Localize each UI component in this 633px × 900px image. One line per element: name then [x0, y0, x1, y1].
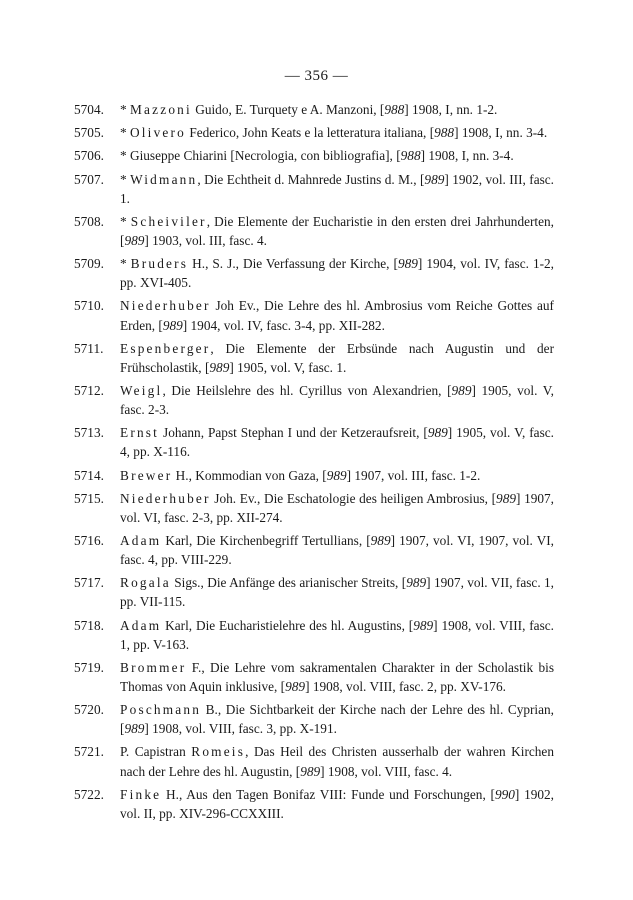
- entry-text: [120, 489, 554, 527]
- entry-tail: ] 1908, vol. VIII, fasc. 2, pp. XV-176.: [305, 678, 506, 694]
- entry-ref: 989: [397, 256, 418, 272]
- entry-author: Weigl: [120, 382, 163, 398]
- list-item: [74, 296, 554, 334]
- entry-author: Rogala: [120, 575, 171, 591]
- entry-ref: 989: [427, 425, 448, 441]
- entry-body: Karl, Die Kirchenbegriff Tertullians, [: [161, 533, 371, 548]
- entry-tail: ] 1905, vol. V, fasc. 1.: [229, 359, 347, 375]
- entry-ref: 989: [413, 617, 434, 633]
- list-item: [74, 100, 554, 119]
- entry-text: [120, 170, 554, 208]
- entry-ref: 989: [370, 533, 391, 548]
- entry-author: Bruders: [130, 256, 189, 272]
- list-item: [74, 423, 554, 461]
- entry-body: H., Kommodian von Gaza, [: [172, 467, 327, 483]
- entry-prefix: *: [120, 148, 130, 164]
- entry-ref: 988: [400, 148, 421, 164]
- entry-author: Poschmann: [120, 702, 202, 718]
- entry-author: Niederhuber: [120, 490, 211, 506]
- entry-number: 5722.: [74, 786, 104, 802]
- entry-number: 5714.: [74, 467, 104, 483]
- entry-author: Ernst: [120, 425, 160, 441]
- bibliography-entries: [74, 100, 555, 827]
- entry-number: 5712.: [74, 382, 104, 398]
- entry-tail: ] 1908, vol. VIII, fasc. 1, pp. V-163.: [120, 617, 554, 652]
- entry-author: Romeis: [191, 744, 246, 760]
- entry-body: , Die Echtheit d. Mahnrede Justins d. M., [: [197, 171, 425, 187]
- entry-tail: ] 1907, vol. VII, fasc. 1, pp. VII-115.: [120, 575, 555, 610]
- entry-prefix: *: [120, 256, 131, 272]
- entry-body: B., Die Sichtbarkeit der Kirche nach der Lehre des hl. Cyprian, [: [120, 702, 554, 737]
- entry-body: , Die Elemente der Erbsünde nach Augustin und der Frühscholastik, [: [120, 340, 554, 375]
- entry-number: 5719.: [74, 659, 104, 675]
- entry-tail: ] 1905, vol. V, fasc. 4, pp. X-116.: [120, 425, 554, 460]
- entry-text: [120, 339, 554, 377]
- entry-text: [120, 531, 554, 569]
- entry-ref: 989: [424, 171, 445, 187]
- entry-body: , Die Elemente der Eucharistie in den ersten drei Jahrhunderten, [: [120, 213, 554, 248]
- entry-text: [120, 423, 554, 461]
- entry-author: Niederhuber: [120, 298, 211, 314]
- entry-ref: 989: [285, 678, 306, 694]
- entry-ref: 989: [406, 575, 427, 591]
- entry-number: 5706.: [74, 148, 104, 164]
- entry-tail: ] 1908, vol. VIII, fasc. 4.: [320, 763, 453, 779]
- entry-number: 5718.: [74, 617, 104, 633]
- entry-number: 5717.: [74, 575, 104, 591]
- list-item: [74, 531, 555, 569]
- entry-author: Mazzoni: [129, 102, 192, 117]
- entry-tail: ] 1908, I, nn. 1-2.: [404, 102, 498, 117]
- entry-ref: 990: [494, 786, 515, 802]
- entry-author: Scheiviler: [130, 213, 207, 229]
- entry-tail: ] 1908, I, nn. 3-4.: [420, 148, 514, 164]
- entry-prefix: *: [120, 213, 131, 229]
- entry-tail: ] 1907, vol. III, fasc. 1-2.: [346, 467, 481, 483]
- entry-body: Guido, E. Turquety e A. Manzoni, [: [191, 102, 385, 117]
- entry-ref: 989: [451, 382, 472, 398]
- entry-tail: ] 1902, vol. II, pp. XIV-296-CCXXIII.: [120, 786, 554, 821]
- entry-number: 5708.: [74, 213, 104, 229]
- entry-number: 5713.: [74, 425, 104, 441]
- entry-number: 5720.: [74, 702, 104, 718]
- list-item: [74, 616, 554, 654]
- entry-number: 5709.: [74, 256, 104, 272]
- entry-tail: ] 1908, vol. VIII, fasc. 3, pp. X-191.: [144, 721, 337, 737]
- entry-author: Widmann: [130, 171, 198, 187]
- entry-body: Joh Ev., Die Lehre des hl. Ambrosius vom Reiche Gottes auf Erden, [: [120, 298, 554, 333]
- entry-text: [120, 658, 554, 696]
- list-item: [74, 212, 554, 250]
- entry-tail: ] 1908, I, nn. 3-4.: [454, 125, 548, 141]
- entry-author: Adam: [120, 617, 162, 633]
- list-item: [74, 170, 554, 208]
- entry-prefix: *: [120, 125, 130, 141]
- list-item: [74, 254, 554, 292]
- entry-tail: ] 1903, vol. III, fasc. 4.: [144, 232, 267, 248]
- entry-body: H., Aus den Tagen Bonifaz VIII: Funde und Forschungen, [: [161, 786, 495, 802]
- entry-text: [120, 785, 554, 823]
- entry-tail: ] 1905, vol. V, fasc. 2-3.: [120, 382, 554, 418]
- list-item: [74, 573, 555, 611]
- entry-ref: 989: [209, 359, 230, 375]
- entry-author: Olivero: [129, 125, 187, 141]
- entry-body: Johann, Papst Stephan I und der Ketzeraufsreit, [: [159, 425, 428, 441]
- entry-text: [120, 123, 554, 142]
- entry-ref: 989: [124, 232, 145, 248]
- entry-text: [120, 573, 554, 611]
- list-item: [74, 785, 554, 823]
- entry-body: Karl, Die Eucharistielehre des hl. Augustins, [: [161, 617, 414, 633]
- entry-tail: ] 1907, vol. VI, 1907, vol. VI, fasc. 4, pp. VIII-229.: [120, 533, 555, 568]
- entry-tail: ] 1904, vol. IV, fasc. 1-2, pp. XVI-405.: [120, 256, 554, 291]
- entry-number: 5704.: [74, 102, 104, 117]
- entry-body: F., Die Lehre vom sakramentalen Charakter in der Scholastik bis Thomas von Aquin inklusive, [: [120, 659, 554, 694]
- entry-author: Espenberger: [120, 340, 211, 356]
- entry-body: P. Capistran: [120, 744, 192, 760]
- entry-text: [120, 296, 554, 334]
- entry-ref: 989: [300, 763, 321, 779]
- entry-ref: 989: [124, 721, 145, 737]
- entry-text: [120, 254, 554, 292]
- entry-tail: ] 1907, vol. VI, fasc. 2-3, pp. XII-274.: [120, 490, 554, 525]
- entry-body: Giuseppe Chiarini [Necrologia, con bibliografia], [: [129, 148, 401, 164]
- entry-author: Brewer: [120, 467, 173, 483]
- entry-number: 5716.: [74, 533, 104, 548]
- entry-ref: 989: [326, 467, 347, 483]
- list-item: [74, 658, 554, 696]
- entry-text: [120, 616, 554, 654]
- entry-body: Sigs., Die Anfänge des arianischer Streits, [: [170, 575, 407, 591]
- entry-number: 5707.: [74, 171, 104, 187]
- entry-ref: 989: [496, 490, 516, 506]
- entry-text: [120, 466, 554, 485]
- entry-text: [120, 742, 554, 780]
- entry-number: 5711.: [74, 340, 104, 356]
- entry-body: H., S. J., Die Verfassung der Kirche, [: [188, 256, 398, 272]
- entry-body: , Die Heilslehre des hl. Cyrillus von Alexandrien, [: [162, 382, 452, 398]
- entry-prefix: *: [120, 171, 131, 187]
- entry-number: 5705.: [74, 125, 104, 141]
- entry-text: [120, 100, 554, 119]
- list-item: [74, 146, 554, 165]
- entry-text: [120, 212, 554, 250]
- entry-ref: 988: [434, 125, 455, 141]
- entry-number: 5715.: [74, 490, 104, 506]
- list-item: [74, 381, 554, 419]
- entry-body: Federico, John Keats e la letteratura italiana, [: [186, 125, 435, 141]
- entry-number: 5721.: [74, 744, 104, 760]
- entry-number: 5710.: [74, 298, 104, 314]
- list-item: [74, 489, 554, 527]
- entry-body: , Das Heil des Christen ausserhalb der wahren Kirchen nach der Lehre des hl. Augustin, [: [120, 744, 554, 779]
- entry-tail: ] 1904, vol. IV, fasc. 3-4, pp. XII-282.: [182, 317, 385, 333]
- entry-ref: 988: [384, 102, 405, 117]
- entry-text: [120, 700, 554, 738]
- entry-ref: 989: [162, 317, 183, 333]
- entry-tail: ] 1902, vol. III, fasc. 1.: [120, 171, 554, 206]
- list-item: [74, 339, 554, 377]
- page-number: — 356 —: [284, 68, 349, 84]
- list-item: [74, 700, 554, 738]
- entry-body: Joh. Ev., Die Eschatologie des heiligen Ambrosius, [: [210, 490, 497, 506]
- list-item: [74, 466, 554, 485]
- list-item: [74, 742, 554, 780]
- entry-prefix: *: [120, 102, 130, 117]
- list-item: [74, 123, 554, 142]
- entry-author: Finke: [120, 786, 162, 802]
- entry-author: Brommer: [120, 659, 187, 675]
- entry-text: [120, 381, 554, 419]
- entry-author: Adam: [120, 533, 162, 548]
- entry-text: [120, 146, 554, 165]
